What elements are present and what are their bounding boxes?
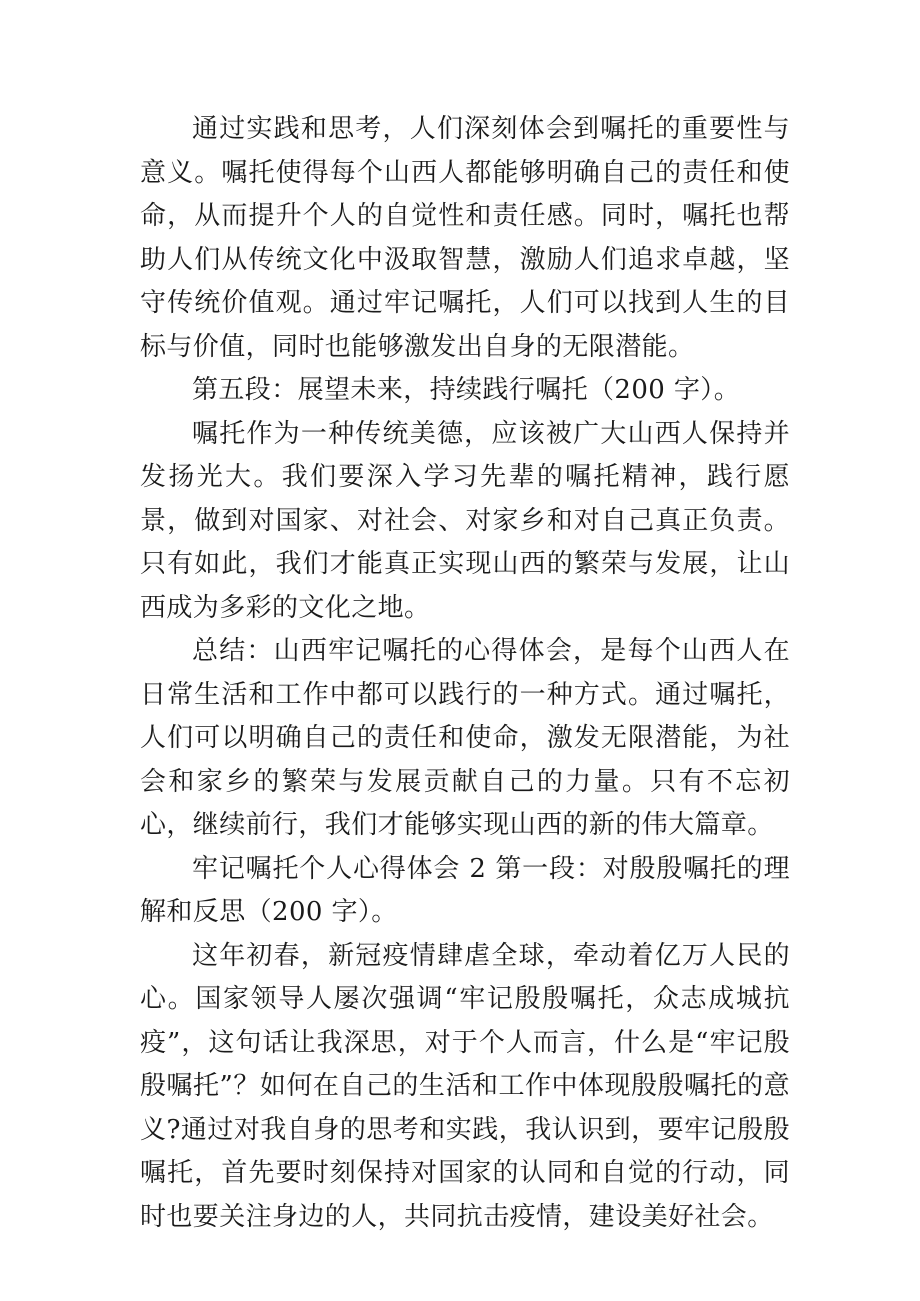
paragraph-practice-reflection: 通过实践和思考，人们深刻体会到嘱托的重要性与意义。嘱托使得每个山西人都能够明确自己的责任和使命，从而提升个人的自觉性和责任感。同时，嘱托也帮助人们从传统文化中汲取智慧，激励人们追求卓越，坚守传统价值观。通过牢记嘱托，人们可以找到人生的目标与价值，同时也能够激发出自身的无限潜能。	[140, 114, 790, 362]
paragraph-summary: 总结：山西牢记嘱托的心得体会，是每个山西人在日常生活和工作中都可以践行的一种方式。通过嘱托，人们可以明确自己的责任和使命，激发无限潜能，为社会和家乡的繁荣与发展贡献自己的力量。只有不忘初心，继续前行，我们才能够实现山西的新的伟大篇章。	[140, 636, 790, 840]
paragraph-tradition-virtue: 嘱托作为一种传统美德，应该被广大山西人保持并发扬光大。我们要深入学习先辈的嘱托精神，践行愿景，做到对国家、对社会、对家乡和对自己真正负责。只有如此，我们才能真正实现山西的繁荣与发展，让山西成为多彩的文化之地。	[140, 418, 790, 623]
document-body	[140, 108, 790, 1239]
section-heading-five: 第五段：展望未来，持续践行嘱托（200 字）。	[192, 375, 741, 405]
section-heading-article-two: 牢记嘱托个人心得体会 2 第一段：对殷殷嘱托的理解和反思（200 字）。	[140, 853, 790, 927]
paragraph-epidemic: 这年初春，新冠疫情肆虐全球，牵动着亿万人民的心。国家领导人屡次强调“牢记殷殷嘱托，众志成城抗疫”，这句话让我深思，对于个人而言，什么是“牢记殷殷嘱托”？如何在自己的生活和工作中体现殷殷嘱托的意义?通过对我自身的思考和实践，我认识到，要牢记殷殷嘱托，首先要时刻保持对国家的认同和自觉的行动，同时也要关注身边的人，共同抗击疫情，建设美好社会。	[140, 940, 790, 1232]
